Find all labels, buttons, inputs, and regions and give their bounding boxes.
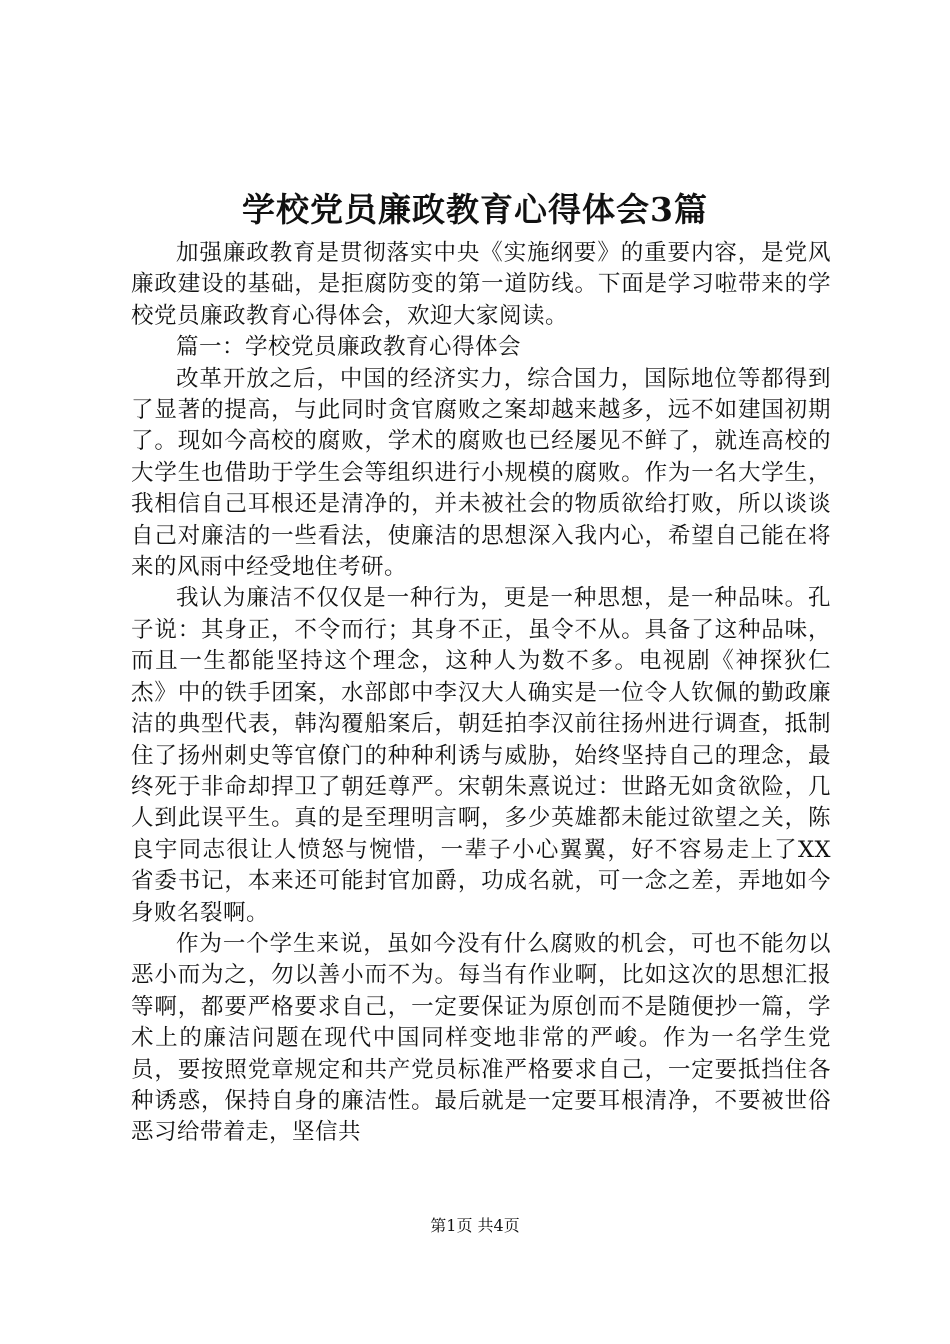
- page-number-footer: 第1页 共4页: [430, 1216, 520, 1235]
- body-paragraph: 改革开放之后，中国的经济实力，综合国力，国际地位等都得到了显著的提高，与此同时贪官腐败之案却越来越多，远不如建国初期了。现如今高校的腐败，学术的腐败也已经屡见不鲜了，就连高校的大学生也借助于学生会等组织进行小规模的腐败。作为一名大学生，我相信自己耳根还是清净的，并未被社会的物质欲给打败，所以谈谈自己对廉洁的一些看法，使廉洁的思想深入我内心，希望自己能在将来的风雨中经受地住考研。: [131, 365, 831, 581]
- body-paragraph: 作为一个学生来说，虽如今没有什么腐败的机会，可也不能勿以恶小而为之，勿以善小而不为。每当有作业啊，比如这次的思想汇报等啊，都要严格要求自己，一定要保证为原创而不是随便抄一篇，学术上的廉洁问题在现代中国同样变地非常的严峻。作为一名学生党员，要按照党章规定和共产党员标准严格要求自己，一定要抵挡住各种诱惑，保持自身的廉洁性。最后就是一定要耳根清净，不要被世俗恶习给带着走，坚信共: [131, 930, 831, 1146]
- intro-paragraph: 加强廉政教育是贯彻落实中央《实施纲要》的重要内容，是党风廉政建设的基础，是拒腐防变的第一道防线。下面是学习啦带来的学校党员廉政教育心得体会，欢迎大家阅读。: [131, 240, 831, 329]
- body-paragraph: 我认为廉洁不仅仅是一种行为，更是一种思想，是一种品味。孔子说：其身正，不令而行；其身不正，虽令不从。具备了这种品味，而且一生都能坚持这个理念，这种人为数不多。电视剧《神探狄仁杰》中的铁手团案，水部郎中李汉大人确实是一位令人钦佩的勤政廉洁的典型代表，韩沟覆船案后，朝廷拍李汉前往扬州进行调查，抵制住了扬州刺史等官僚门的种种利诱与威胁，始终坚持自己的理念，最终死于非命却捍卫了朝廷尊严。宋朝朱熹说过：世路无如贪欲险，几人到此误平生。真的是至理明言啊，多少英雄都未能过欲望之关，陈良宇同志很让人愤怒与惋惜，一辈子小心翼翼，好不容易走上了XX省委书记，本来还可能封官加爵，功成名就，可一念之差，弄地如今身败名裂啊。: [131, 585, 831, 926]
- document-body: [131, 238, 831, 1149]
- document-title: 学校党员廉政教育心得体会3篇: [242, 190, 708, 229]
- section-heading: 篇一：学校党员廉政教育心得体会: [176, 334, 522, 361]
